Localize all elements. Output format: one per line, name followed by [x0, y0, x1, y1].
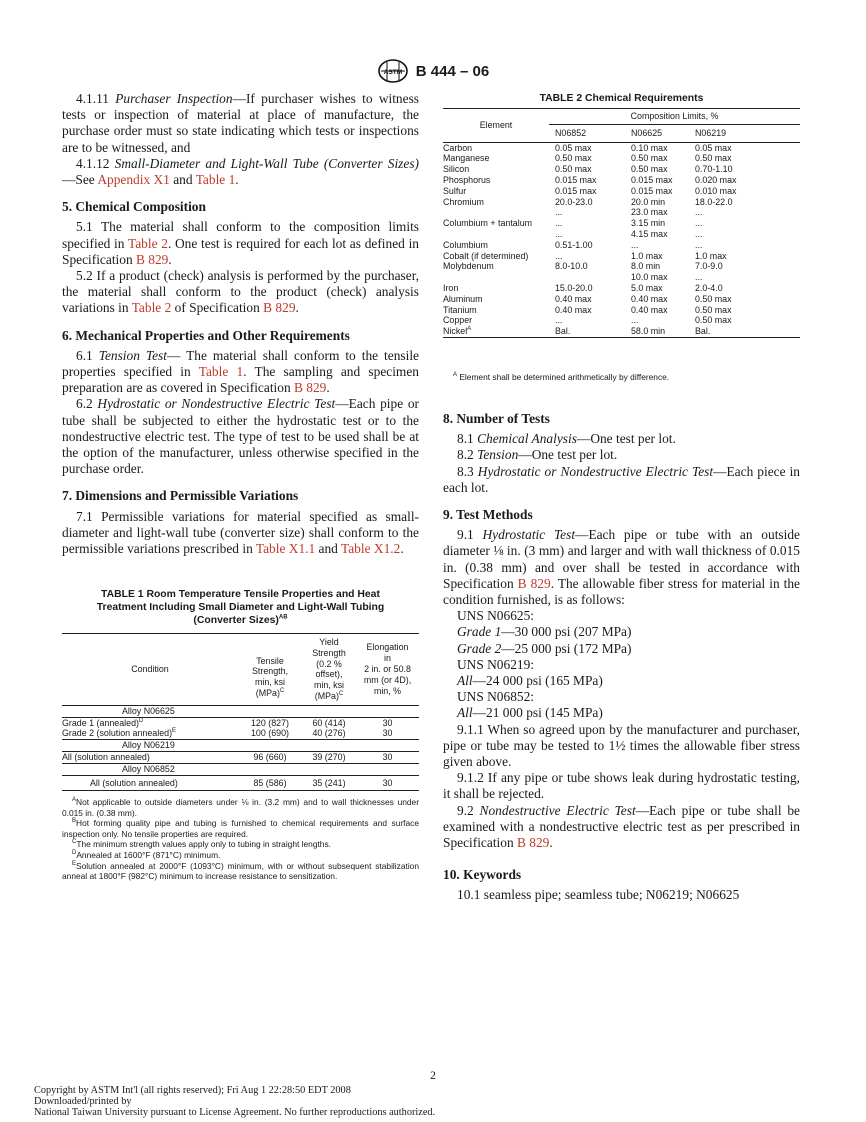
value-cell: 7.0-9.0 [695, 261, 723, 272]
table-1-caption: TABLE 1 Room Temperature Tensile Properties and Heat Treatment Including Small Diameter and Light-Wall Tubing (Converter Sizes)$^{AB}$ [96, 589, 385, 626]
value-cell: 0.50 max [555, 153, 592, 164]
element-cell: Manganese [443, 153, 490, 164]
footnote: $^B$Hot forming quality pipe and tubing is furnished to chemical requirements and surface inspection only. No tensile properties are required. [62, 818, 419, 839]
col-composition-limits: Composition Limits, % [549, 109, 800, 125]
element-cell: Columbium [443, 239, 488, 250]
para-9-1-2: 9.1.2 If any pipe or tube shows leak during hydrostatic testing, it shall be rejected. [443, 770, 800, 802]
value-cell: 0.40 max [555, 304, 592, 315]
table-row [443, 294, 800, 305]
value-cell: 0.10 max [631, 142, 668, 153]
value-cell: 0.015 max [555, 174, 597, 185]
element-cell: Iron [443, 282, 459, 293]
table-2-link[interactable]: Table 2 [127, 235, 168, 251]
value-cell: 0.020 max [695, 174, 737, 185]
element-cell: Cobalt (if determined) [443, 250, 529, 261]
element-cell: Aluminum [443, 293, 483, 304]
element-cell: Sulfur [443, 185, 467, 196]
element-cell: Copper [443, 315, 473, 326]
all-stress-n06219: All—24 000 psi (165 MPa) [457, 673, 603, 689]
value-cell: 0.50 max [631, 164, 668, 175]
table-row [443, 251, 800, 262]
value-cell: ... [555, 207, 563, 218]
table-row [443, 261, 800, 272]
table-row [443, 305, 800, 316]
col-tensile: Tensile Strength, min, ksi (MPa)$^C$ [251, 655, 289, 698]
value-cell: 20.0-23.0 [555, 196, 593, 207]
right-column [443, 411, 800, 904]
table-row: Grade 1 (annealed)$^D$ 120 (827) 60 (414) 30 [62, 717, 393, 728]
standard-designation: B 444 – 06 [415, 62, 490, 80]
table-row [443, 153, 800, 164]
footnote: $^C$The minimum strength values apply only to tubing in straight lengths. [72, 839, 331, 850]
value-cell: 0.015 max [555, 185, 597, 196]
table-row [443, 272, 800, 283]
left-column [62, 91, 419, 557]
section-6-heading: 6. Mechanical Properties and Other Requirements [62, 327, 350, 343]
uns-n06219: UNS N06219: [457, 656, 535, 672]
table-x1-2-link[interactable]: Table X1.2 [341, 541, 401, 557]
value-cell: ... [555, 228, 563, 239]
page-header [0, 58, 866, 84]
value-cell: 20.0 min [631, 196, 666, 207]
copyright-footer: Copyright by ASTM Int'l (all rights reserved); Fri Aug 1 22:28:50 EDT 2008 Downloaded/printed by National Taiwan University pursuant to License Agreement. No further reproductions authorized. [34, 1085, 436, 1118]
value-cell: 23.0 max [631, 207, 668, 218]
alloy-group-row: Alloy N06625 [62, 705, 419, 717]
section-8-heading: 8. Number of Tests [443, 411, 550, 426]
alloy-group-row: Alloy N06219 [62, 740, 419, 752]
table-row: Grade 2 (solution annealed)$^E$ 100 (690) 40 (276) 30 [62, 728, 419, 739]
b829-link[interactable]: B 829 [136, 251, 169, 267]
table-row [443, 186, 800, 197]
value-cell: 0.50 max [695, 153, 732, 164]
element-cell: Nickel$^A$ [443, 326, 472, 337]
uns-n06852: UNS N06852: [457, 689, 535, 705]
value-cell: 1.0 max [631, 250, 663, 261]
value-cell: 5.0 max [631, 282, 663, 293]
element-cell: Molybdenum [443, 261, 494, 272]
table-row [443, 142, 800, 153]
value-cell: 0.50 max [695, 293, 732, 304]
element-cell [443, 207, 549, 218]
col-condition: Condition [131, 663, 169, 674]
b829-link[interactable]: B 829 [517, 835, 550, 851]
table-x1-1-link[interactable]: Table X1.1 [255, 541, 316, 557]
section-5-heading: 5. Chemical Composition [62, 199, 206, 215]
section-9-heading: 9. Test Methods [443, 507, 533, 523]
value-cell: 0.015 max [631, 185, 673, 196]
table-1-footnotes [62, 797, 419, 882]
value-cell: 0.010 max [695, 185, 737, 196]
table-1-link[interactable]: Table 1 [195, 172, 236, 188]
grade-2-stress: Grade 2—25 000 psi (172 MPa) [457, 640, 632, 656]
value-cell: ... [695, 239, 703, 250]
col-n06852: N06852 [555, 127, 587, 138]
value-cell: 1.0 max [695, 250, 727, 261]
value-cell: 0.40 max [555, 293, 592, 304]
footnote: $^D$Annealed at 1600°F (871°C) minimum. [72, 849, 221, 860]
page-number: 2 [430, 1070, 436, 1082]
value-cell: 0.05 max [555, 142, 592, 153]
footnote: $^A$Not applicable to outside diameters under ⅛ in. (3.2 mm) and to wall thicknesses under 0.015 in. (0.38 mm). [62, 797, 419, 818]
para-9-1-1: 9.1.1 When so agreed upon by the manufacturer and purchaser, pipe or tube may be tested to 1½ times the allowable fiber stress given above. [443, 721, 800, 770]
col-yield: Yield Strength (0.2 % offset), min, ksi (MPa)$^C$ [312, 637, 346, 701]
para-5-1: 5.1 The material shall conform to the composition limits specified in Table 2. One test is required for each lot as defined in Specification B 829. [62, 219, 419, 267]
b829-link[interactable]: B 829 [294, 380, 327, 396]
value-cell: 10.0 max [631, 272, 668, 283]
table-row: All (solution annealed) 96 (660) 39 (270) 30 [62, 751, 419, 763]
element-cell: Titanium [443, 304, 477, 315]
element-cell [443, 272, 549, 283]
element-cell: Carbon [443, 142, 473, 153]
section-10-heading: 10. Keywords [443, 867, 522, 883]
table-row [443, 240, 800, 251]
value-cell: 8.0-10.0 [555, 261, 588, 272]
para-9-2: 9.2 Nondestructive Electric Test—Each pipe or tube shall be examined with a nondestructive electric test as per prescribed in Specification B 829. [443, 802, 800, 851]
section-7-heading: 7. Dimensions and Permissible Variations [62, 488, 299, 504]
para-4-1-11: 4.1.11 Purchaser Inspection—If purchaser wishes to witness tests or inspection of material at place of manufacture, the purchase order must so state indicating which tests or inspections are to be witnessed, and [62, 91, 419, 155]
table-row [443, 175, 800, 186]
para-8-2: 8.2 Tension—One test per lot. [457, 447, 618, 463]
table-2 [443, 108, 800, 338]
svg-text:ASTM: ASTM [383, 69, 403, 76]
value-cell: 0.40 max [631, 304, 668, 315]
value-cell: 0.015 max [631, 174, 673, 185]
value-cell: ... [695, 207, 703, 218]
table-row [443, 326, 800, 337]
value-cell: Bal. [695, 326, 711, 337]
grade-1-stress: Grade 1—30 000 psi (207 MPa) [457, 624, 632, 640]
table-row [443, 164, 800, 175]
value-cell: 0.40 max [631, 293, 668, 304]
all-stress-n06852: All—21 000 psi (145 MPa) [457, 705, 603, 721]
element-cell: Phosphorus [443, 174, 491, 185]
value-cell: 3.15 min [631, 218, 666, 229]
value-cell: 0.50 max [695, 315, 732, 326]
value-cell: 0.50 max [631, 153, 668, 164]
table-2-caption: TABLE 2 Chemical Requirements [539, 93, 704, 104]
value-cell: 8.0 min [631, 261, 661, 272]
element-cell: Silicon [443, 164, 470, 175]
table-1 [62, 633, 419, 791]
alloy-group-row: Alloy N06852 [62, 763, 419, 775]
para-6-2: 6.2 Hydrostatic or Nondestructive Electric Test—Each pipe or tube shall be subjected to either the hydrostatic test or to the nondestructive electric test. The type of test to be used shall be at the option of the manufacturer, unless otherwise specified in the purchase order. [62, 396, 419, 477]
appendix-x1-link[interactable]: Appendix X1 [97, 172, 170, 188]
col-n06625: N06625 [631, 127, 663, 138]
value-cell: 4.15 max [631, 228, 668, 239]
value-cell: 0.05 max [695, 142, 732, 153]
value-cell: ... [631, 315, 639, 326]
astm-logo-icon [377, 58, 409, 84]
element-cell [443, 229, 549, 240]
element-cell: Columbium + tantalum [443, 218, 533, 229]
value-cell: Bal. [555, 326, 571, 337]
value-cell: ... [555, 218, 563, 229]
footnote: $^E$Solution annealed at 2000°F (1093°C) minimum, with or without subsequent stabilization anneal at 1800°F (982°C) minimum to increase resistance to sensitization. [62, 860, 419, 882]
b829-link[interactable]: B 829 [263, 300, 296, 316]
value-cell: ... [555, 315, 563, 326]
value-cell: 2.0-4.0 [695, 282, 723, 293]
para-10-1: 10.1 seamless pipe; seamless tube; N06219; N06625 [457, 887, 740, 903]
table-row [443, 197, 800, 208]
para-8-1: 8.1 Chemical Analysis—One test per lot. [457, 431, 676, 447]
table-row [443, 218, 800, 229]
table-row: All (solution annealed) 85 (586) 35 (241) 30 [62, 775, 419, 791]
value-cell: ... [695, 218, 703, 229]
value-cell: ... [555, 250, 563, 261]
table-row [443, 283, 800, 294]
value-cell: 0.51-1.00 [555, 239, 593, 250]
para-8-3: 8.3 Hydrostatic or Nondestructive Electric Test—Each piece in each lot. [443, 463, 800, 495]
value-cell: 0.50 max [555, 164, 592, 175]
value-cell: 0.70-1.10 [695, 164, 733, 175]
para-7-1: 7.1 Permissible variations for material specified as small-diameter and light-wall tube (converter size) shall conform to the permissible variations prescribed in Table X1.1 and Table X1.2. [62, 508, 419, 557]
element-cell: Chromium [443, 196, 484, 207]
table-row [443, 207, 800, 218]
para-4-1-12: 4.1.12 Small-Diameter and Light-Wall Tube (Converter Sizes)—See Appendix X1 and Table 1. [62, 155, 419, 188]
para-6-1: 6.1 Tension Test— The material shall conform to the tensile properties specified in Table 1. The sampling and specimen preparation are as covered in Specification B 829. [62, 347, 420, 396]
value-cell: 15.0-20.0 [555, 282, 593, 293]
table-row [443, 229, 800, 240]
table-1-link[interactable]: Table 1 [198, 364, 244, 380]
value-cell: ... [695, 272, 703, 283]
uns-n06625: UNS N06625: [457, 608, 535, 624]
value-cell: 18.0-22.0 [695, 196, 733, 207]
value-cell: 58.0 min [631, 326, 666, 337]
col-n06219: N06219 [695, 127, 727, 138]
value-cell: ... [695, 228, 703, 239]
table-2-link[interactable]: Table 2 [131, 300, 172, 316]
para-9-1: 9.1 Hydrostatic Test—Each pipe or tube with an outside diameter ⅛ in. (3 mm) and larger and with wall thickness of 0.015 in. (0.38 mm) and over shall be tested in accordance with Specification B 829. The allowable fiber stress for material in the condition furnished, is as follows: [443, 527, 800, 608]
b829-link[interactable]: B 829 [517, 575, 551, 591]
value-cell [549, 272, 625, 283]
value-cell: ... [631, 239, 639, 250]
para-5-2: 5.2 If a product (check) analysis is performed by the purchaser, the material shall conform to the product (check) analysis variations in Table 2 of Specification B 829. [62, 268, 419, 316]
value-cell: 0.50 max [695, 304, 732, 315]
col-element: Element [443, 109, 549, 143]
col-elongation: Elongation in 2 in. or 50.8 mm (or 4D), min, % [363, 642, 412, 696]
table-2-footnote: $^A$ Element shall be determined arithmetically by difference. [453, 372, 670, 382]
table-row [443, 315, 800, 326]
